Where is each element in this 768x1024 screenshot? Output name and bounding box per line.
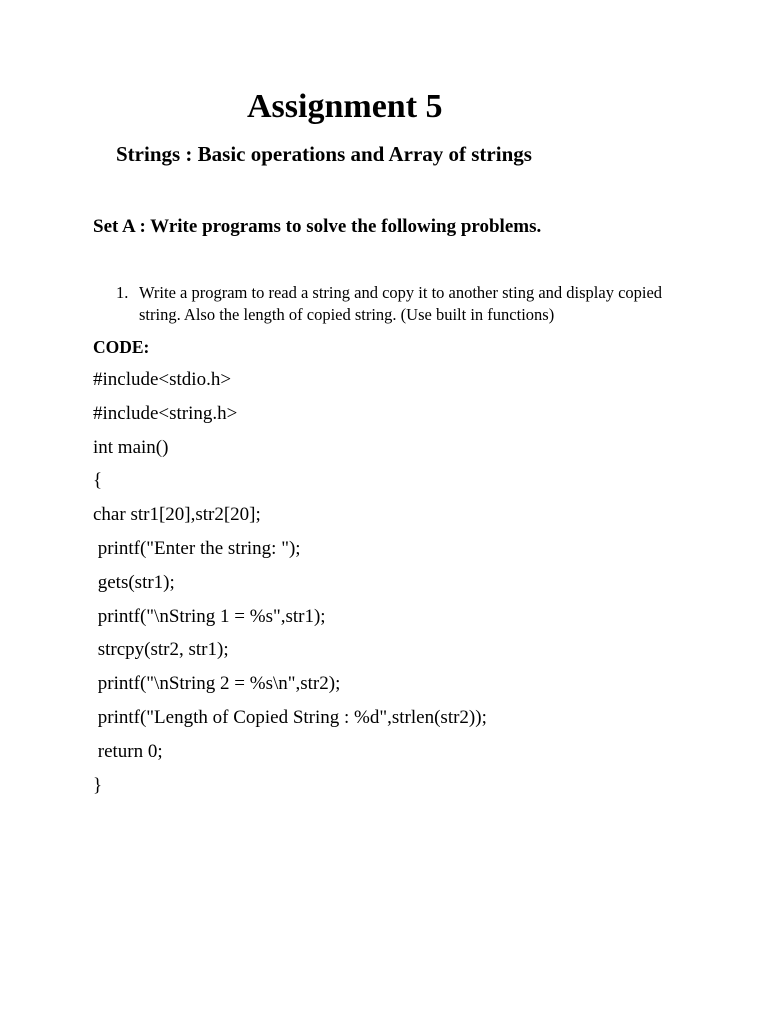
code-label: CODE: [93,337,150,357]
code-line: gets(str1); [93,571,175,593]
set-heading: Set A : Write programs to solve the following problems. [93,216,542,237]
code-line: return 0; [93,740,163,762]
code-line: #include<stdio.h> [93,369,232,390]
code-line: } [93,774,103,796]
code-line: printf("\nString 1 = %s",str1); [93,605,326,627]
question-text: Write a program to read a string and copy it to another sting and display copied string. Also the length of copied string. (Use built in functions) [139,283,663,324]
code-line: char str1[20],str2[20]; [93,504,261,526]
code-block [93,367,487,806]
code-line: { [93,470,103,492]
question-number: 1. [116,283,129,302]
document-subtitle: Strings : Basic operations and Array of strings [116,142,532,166]
code-line: #include<string.h> [93,402,238,424]
code-line: int main() [93,436,169,458]
question-item [93,282,693,326]
code-line: printf("Length of Copied String : %d",strlen(str2)); [93,706,487,728]
code-line: strcpy(str2, str1); [93,639,229,661]
code-line: printf("\nString 2 = %s\n",str2); [93,673,341,695]
code-line: printf("Enter the string: "); [93,537,301,559]
document-title: Assignment 5 [247,88,443,125]
